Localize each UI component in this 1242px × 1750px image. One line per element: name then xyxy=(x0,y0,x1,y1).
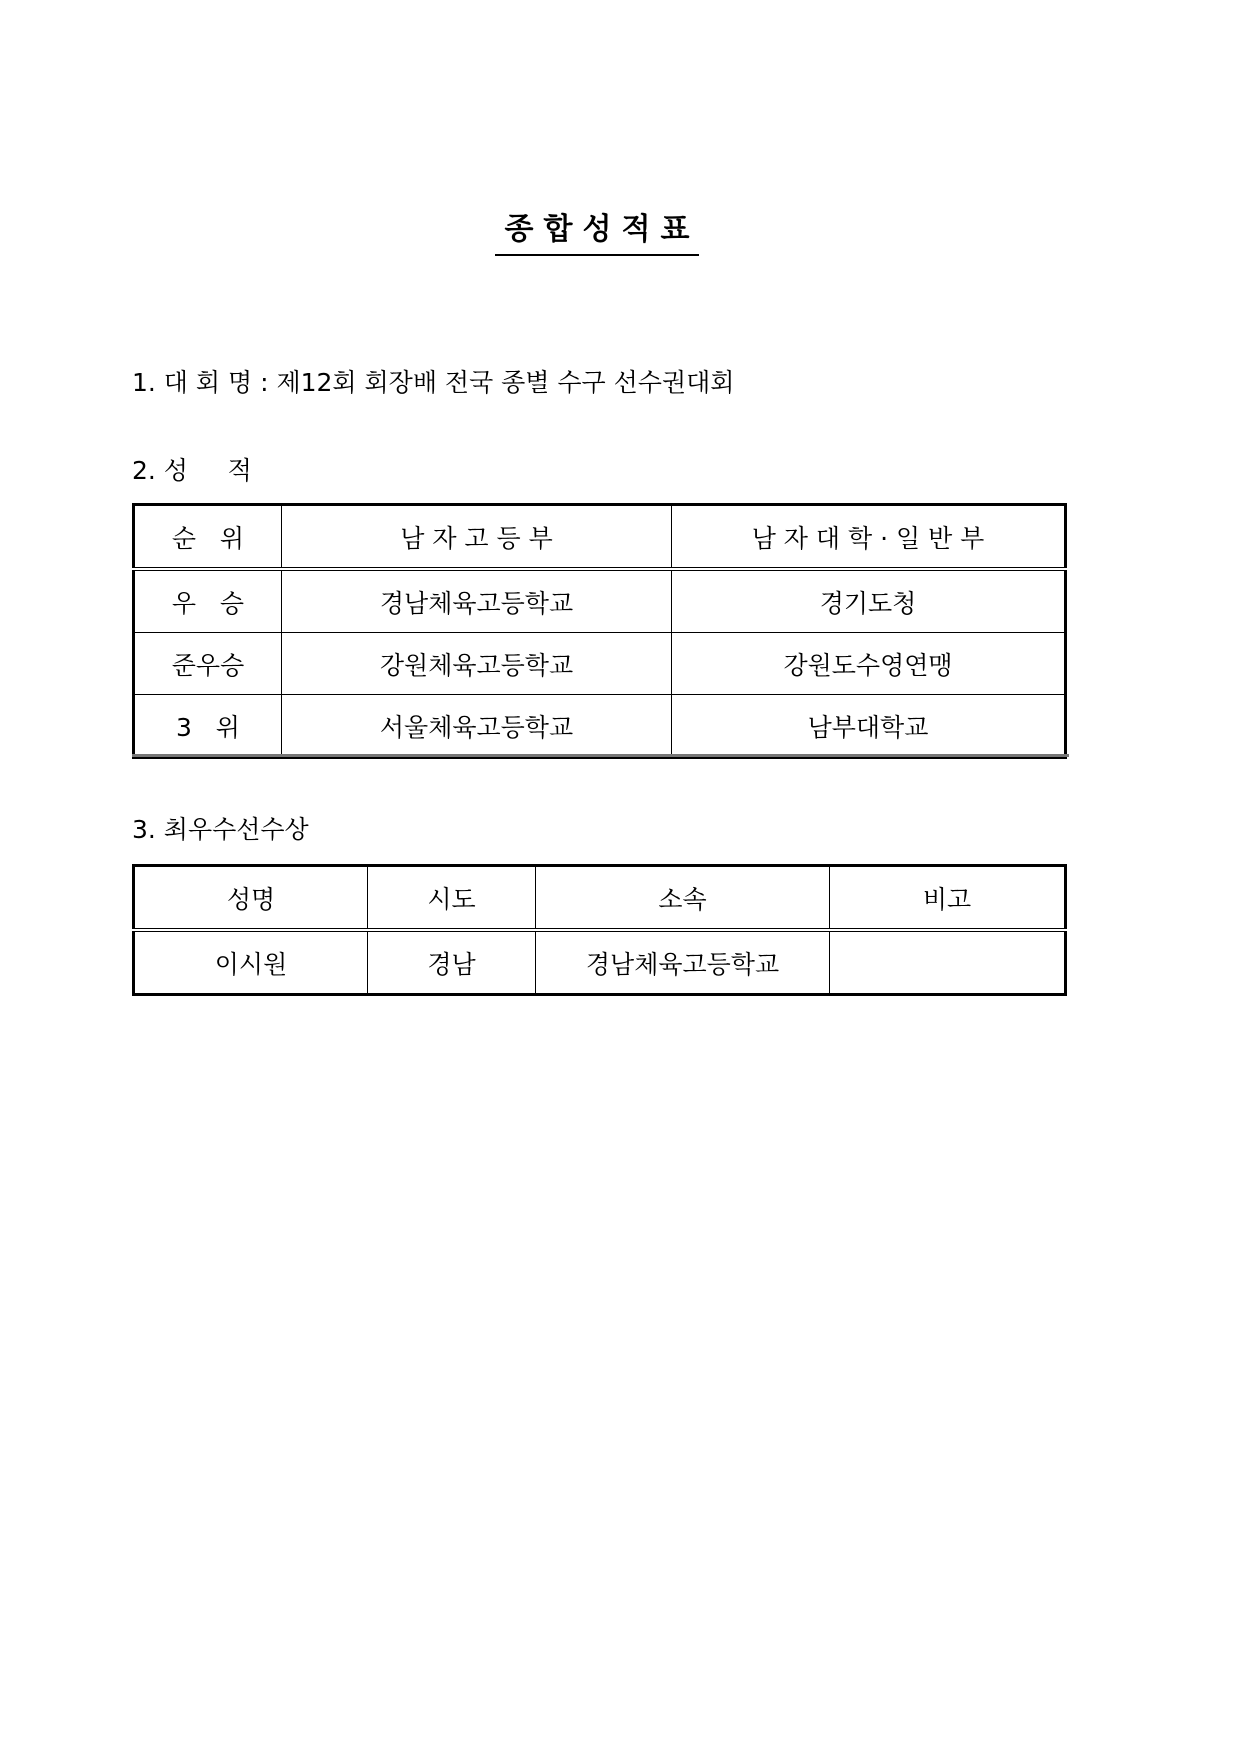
table-row xyxy=(134,695,1066,758)
mvp-region-cell: 경남 xyxy=(368,930,536,995)
boys-high-cell: 경남체육고등학교 xyxy=(282,569,672,633)
mvp-header-row xyxy=(134,866,1066,931)
table-row xyxy=(134,633,1066,695)
mvp-col-affiliation: 소속 xyxy=(536,866,830,931)
rank-cell: 3 위 xyxy=(134,695,282,758)
boys-high-cell: 서울체육고등학교 xyxy=(282,695,672,758)
mvp-name-cell: 이시원 xyxy=(134,930,368,995)
men-general-cell: 강원도수영연맹 xyxy=(672,633,1066,695)
mvp-table xyxy=(132,864,1067,996)
page-title-text: 종합성적표 xyxy=(495,210,700,256)
rank-cell: 우 승 xyxy=(134,569,282,633)
results-header-row xyxy=(134,505,1066,570)
table-row xyxy=(134,569,1066,633)
mvp-col-name: 성명 xyxy=(134,866,368,931)
men-general-cell: 남부대학교 xyxy=(672,695,1066,758)
men-general-cell: 경기도청 xyxy=(672,569,1066,633)
meet-name-line: 1. 대 회 명 : 제12회 회장배 전국 종별 수구 선수권대회 xyxy=(132,368,735,397)
mvp-remarks-cell xyxy=(830,930,1066,995)
mvp-col-region: 시도 xyxy=(368,866,536,931)
results-col-boys-high: 남 자 고 등 부 xyxy=(282,505,672,570)
table-row xyxy=(134,930,1066,995)
results-col-men-college-general: 남 자 대 학 · 일 반 부 xyxy=(672,505,1066,570)
mvp-heading: 3. 최우수선수상 xyxy=(132,815,309,844)
results-heading: 2. 성 적 xyxy=(132,456,252,485)
boys-high-cell: 강원체육고등학교 xyxy=(282,633,672,695)
rank-cell: 준우승 xyxy=(134,633,282,695)
results-table xyxy=(132,503,1067,759)
results-col-rank: 순 위 xyxy=(134,505,282,570)
results-table-shadow xyxy=(132,754,1069,757)
page-title xyxy=(0,210,1194,256)
mvp-affiliation-cell: 경남체육고등학교 xyxy=(536,930,830,995)
mvp-col-remarks: 비고 xyxy=(830,866,1066,931)
